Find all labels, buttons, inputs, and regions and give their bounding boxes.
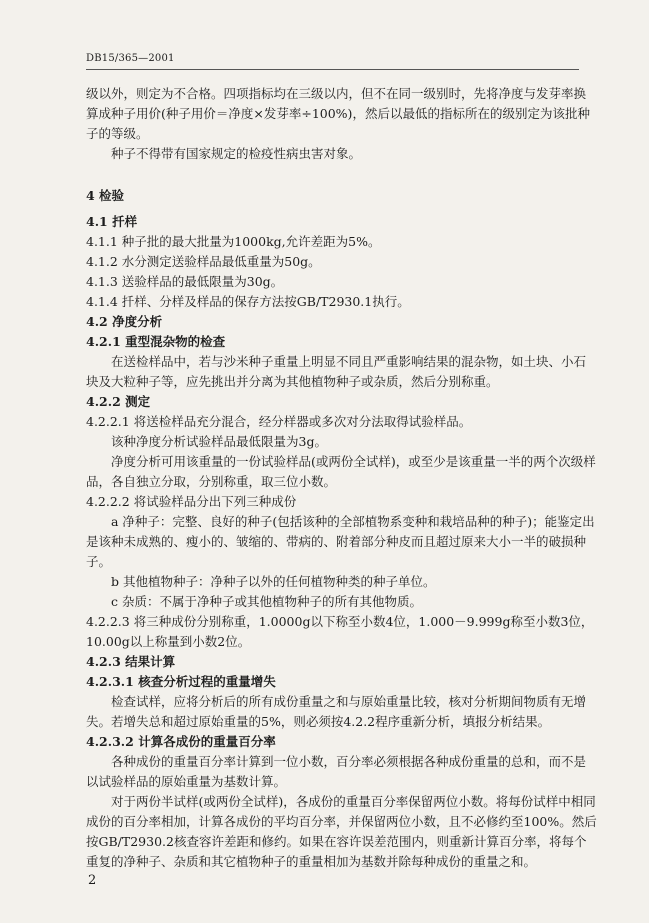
heading-4-2-3-1: 4.2.3.1 核查分析过程的重量增失 bbox=[86, 674, 276, 689]
clause-4-1-4: 4.1.4 扦样、分样及样品的保存方法按GB/T2930.1执行。 bbox=[86, 294, 410, 309]
paragraph-duplicate-samples: 对于两份半试样(或两份全试样)，各成份的重量百分率保留两位小数。将每份试样中相同成份的百分率相加，计算各成份的平均百分率，并保留两位小数，且不必修约至100%。然后按GB/T2930.2核查容许差距和修约。如果在容许误差范围内，则重新计算百分率，将每个重复的净种子、杂质和其它植物种子的重量相加为基数并除每种成份的重量之和。 bbox=[86, 794, 597, 869]
heading-4-2-1: 4.2.1 重型混杂物的检查 bbox=[86, 334, 226, 349]
clause-4-2-2-2: 4.2.2.2 将试验样品分出下列三种成份 bbox=[86, 494, 297, 509]
clause-4-1-1: 4.1.1 种子批的最大批量为1000kg,允许差距为5%。 bbox=[86, 234, 381, 249]
paragraph-percentage-calc: 各种成份的重量百分率计算到一位小数，百分率必须根据各种成份重量的总和，而不是以试验样品的原始重量为基数计算。 bbox=[86, 754, 587, 789]
paragraph-min-sample: 该种净度分析试验样品最低限量为3g。 bbox=[111, 434, 327, 449]
heading-4-2-3: 4.2.3 结果计算 bbox=[86, 654, 176, 669]
section-heading-4: 4 检验 bbox=[86, 188, 125, 203]
document-body bbox=[86, 84, 598, 872]
paragraph-quarantine-note: 种子不得带有国家规定的检疫性病虫害对象。 bbox=[111, 146, 362, 161]
clause-4-1-2: 4.1.2 水分测定送验样品最低重量为50g。 bbox=[86, 254, 321, 269]
heading-4-2-2: 4.2.2 测定 bbox=[86, 394, 151, 409]
clause-4-1-3: 4.1.3 送验样品的最低限量为30g。 bbox=[86, 274, 284, 289]
paragraph-subsamples: 净度分析可用该重量的一份试验样品(或两份全试样)，或至少是该重量一半的两个次级样品，各自独立分取，分别称重，取三位小数。 bbox=[86, 454, 596, 489]
paragraph-grading-continued: 级以外，则定为不合格。四项指标均在三级以内，但不在同一级别时，先将净度与发芽率换算成种子用价(种子用价＝净度×发芽率÷100%)，然后以最低的指标所在的级别定为该批种子的等级。 bbox=[86, 86, 590, 141]
paragraph-weight-check: 检查试样，应将分析后的所有成份重量之和与原始重量比较，核对分析期间物质有无增失。若增失总和超过原始重量的5%，则必须按4.2.2程序重新分析，填报分析结果。 bbox=[86, 694, 587, 729]
heading-4-2: 4.2 净度分析 bbox=[86, 314, 163, 329]
list-item-b-other-seeds: b 其他植物种子：净种子以外的任何植物种类的种子单位。 bbox=[111, 574, 436, 589]
page-number: 2 bbox=[88, 873, 97, 888]
heading-4-2-3-2: 4.2.3.2 计算各成份的重量百分率 bbox=[86, 734, 276, 749]
document-code-header: DB15/365—2001 bbox=[86, 53, 175, 64]
clause-4-2-2-3: 4.2.2.3 将三种成份分别称重，1.0000g以下称至小数4位，1.000－9.999g称至小数3位，10.00g以上称量到小数2位。 bbox=[86, 614, 594, 649]
clause-4-2-2-1: 4.2.2.1 将送检样品充分混合，经分样器或多次对分法取得试验样品。 bbox=[86, 414, 472, 429]
list-item-c-inert-matter: c 杂质：不属于净种子或其他植物种子的所有其他物质。 bbox=[111, 594, 422, 609]
list-item-a-pure-seed: a 净种子：完整、良好的种子(包括该种的全部植物系变种和栽培品种的种子)；能鉴定出是该种未成熟的、瘦小的、皱缩的、带病的、附着部分种皮而且超过原来大小一半的破损种子。 bbox=[86, 514, 595, 569]
paragraph-heavy-impurity: 在送检样品中，若与沙米种子重量上明显不同且严重影响结果的混杂物，如土块、小石块及大粒种子等，应先挑出并分离为其他植物种子或杂质，然后分别称重。 bbox=[86, 354, 587, 389]
header-divider bbox=[86, 69, 579, 70]
heading-4-1: 4.1 扦样 bbox=[86, 214, 138, 229]
